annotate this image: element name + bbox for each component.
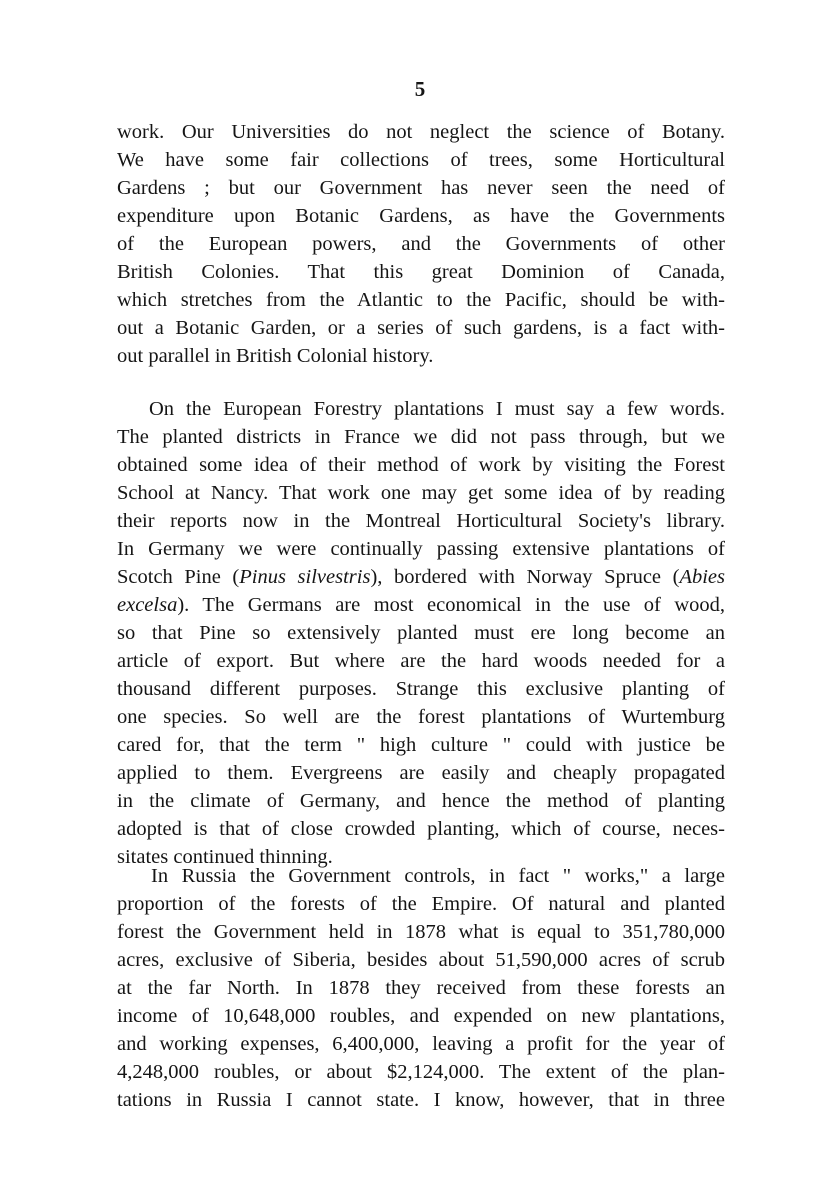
paragraph-botanic-gardens bbox=[117, 118, 725, 370]
text-line: Gardens ; but our Government has never seen the need of bbox=[117, 177, 725, 199]
text-line: out a Botanic Garden, or a series of such gardens, is a fact with- bbox=[117, 317, 725, 339]
page-number: 5 bbox=[414, 77, 426, 101]
text-line: School at Nancy. That work one may get some idea of by reading bbox=[117, 482, 725, 504]
text-line: out parallel in British Colonial history. bbox=[117, 345, 434, 367]
text-line: their reports now in the Montreal Horticultural Society's library. bbox=[117, 510, 725, 532]
text-line: forest the Government held in 1878 what is equal to 351,780,000 bbox=[117, 921, 725, 943]
text-segment: ). The Germans are most economical in the use of wood, bbox=[177, 594, 725, 616]
text-line: On the European Forestry plantations I must say a few words. bbox=[149, 398, 725, 420]
text-line: In Germany we were continually passing extensive plantations of bbox=[117, 538, 725, 560]
text-line: so that Pine so extensively planted must ere long become an bbox=[117, 622, 725, 644]
text-line: and working expenses, 6,400,000, leaving a profit for the year of bbox=[117, 1033, 725, 1055]
text-line: 4,248,000 roubles, or about $2,124,000. The extent of the plan- bbox=[117, 1061, 725, 1083]
text-line bbox=[117, 591, 725, 619]
text-line bbox=[117, 563, 725, 591]
text-segment: Scotch Pine ( bbox=[117, 566, 240, 588]
text-line: which stretches from the Atlantic to the Pacific, should be with- bbox=[117, 289, 725, 311]
species-name-italic: Pinus silvestris bbox=[239, 566, 371, 588]
text-line: In Russia the Government controls, in fact " works," a large bbox=[151, 865, 725, 887]
text-line: of the European powers, and the Governments of other bbox=[117, 233, 725, 255]
text-line: income of 10,648,000 roubles, and expended on new plantations, bbox=[117, 1005, 725, 1027]
text-line: British Colonies. That this great Dominion of Canada, bbox=[117, 261, 725, 283]
paragraph-european-forestry bbox=[117, 395, 725, 871]
text-line: cared for, that the term " high culture " could with justice be bbox=[117, 734, 725, 756]
species-name-italic: Abies bbox=[679, 566, 725, 588]
text-line: thousand different purposes. Strange this exclusive planting of bbox=[117, 678, 725, 700]
text-line: work. Our Universities do not neglect the science of Botany. bbox=[117, 121, 725, 143]
text-line: The planted districts in France we did not pass through, but we bbox=[117, 426, 725, 448]
text-line: proportion of the forests of the Empire. Of natural and planted bbox=[117, 893, 725, 915]
paragraph-russia-forests bbox=[117, 862, 725, 1114]
text-line: in the climate of Germany, and hence the method of planting bbox=[117, 790, 725, 812]
text-line: sitates continued thinning. bbox=[117, 846, 333, 868]
text-line: expenditure upon Botanic Gardens, as have the Governments bbox=[117, 205, 725, 227]
text-line: obtained some idea of their method of work by visiting the Forest bbox=[117, 454, 725, 476]
text-line: one species. So well are the forest plantations of Wurtemburg bbox=[117, 706, 725, 728]
text-line: applied to them. Evergreens are easily and cheaply propagated bbox=[117, 762, 725, 784]
text-line: tations in Russia I cannot state. I know, however, that in three bbox=[117, 1089, 725, 1111]
species-name-italic: excelsa bbox=[117, 594, 178, 616]
text-line: We have some fair collections of trees, some Horticultural bbox=[117, 149, 725, 171]
text-line: at the far North. In 1878 they received from these forests an bbox=[117, 977, 725, 999]
text-segment: ), bordered with Norway Spruce ( bbox=[370, 566, 680, 588]
text-line: adopted is that of close crowded planting, which of course, neces- bbox=[117, 818, 725, 840]
text-line: article of export. But where are the hard woods needed for a bbox=[117, 650, 725, 672]
text-line: acres, exclusive of Siberia, besides about 51,590,000 acres of scrub bbox=[117, 949, 725, 971]
